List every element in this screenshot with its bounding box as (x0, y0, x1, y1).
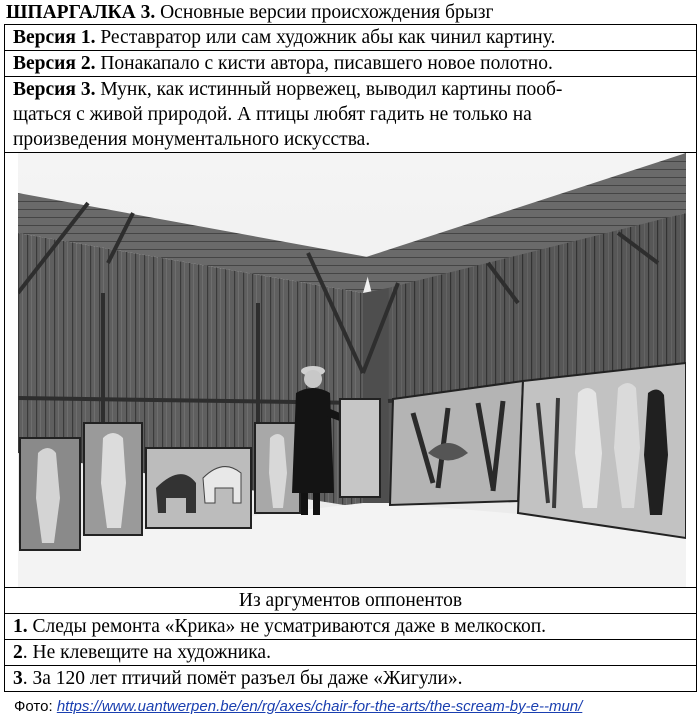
credit-label: Фото: (14, 698, 53, 715)
version-text-line2: щаться с живой природой. А птицы любят гадить не только на (13, 104, 532, 125)
sheet-title-bold: ШПАРГАЛКА 3. (6, 2, 156, 23)
argument-text: . Не клевещите на художника. (22, 642, 271, 663)
historical-photo (18, 153, 686, 587)
argument-text: . За 120 лет птичий помёт разъел бы даже «Жигули». (22, 668, 463, 689)
photo-row (5, 153, 697, 588)
version-row (5, 51, 697, 77)
opponents-heading: Из аргументов оппонентов (5, 588, 697, 614)
version-row (5, 25, 697, 51)
sheet-title-rest: Основные версии происхождения брызг (155, 2, 494, 23)
argument-number: 3 (13, 668, 23, 689)
version-row (5, 77, 697, 153)
sheet-title (6, 0, 493, 24)
argument-row (5, 640, 697, 666)
opponents-heading-row (5, 588, 697, 614)
argument-number: 2 (13, 642, 23, 663)
version-text: Мунк, как истинный норвежец, выводил картины пооб- (95, 79, 563, 100)
version-label: Версия 3. (13, 79, 96, 100)
photo-credit (4, 695, 697, 721)
credit-link[interactable]: https://www.uantwerpen.be/en/rg/axes/chair-for-the-arts/the-scream-by-e--mun/ (56, 698, 583, 715)
argument-number: 1. (13, 616, 28, 637)
argument-text: Следы ремонта «Крика» не усматриваются даже в мелкоскоп. (27, 616, 547, 637)
version-text: Понакапало с кисти автора, писавшего новое полотно. (95, 53, 553, 74)
studio-photo-illustration (18, 153, 686, 587)
version-label: Версия 1. (13, 27, 96, 48)
painting-back (340, 399, 380, 497)
version-label: Версия 2. (13, 53, 96, 74)
versions-table (4, 24, 697, 692)
version-text: Реставратор или сам художник абы как чинил картину. (95, 27, 556, 48)
argument-row (5, 666, 697, 692)
version-text-line3: произведения монументального искусства. (13, 129, 371, 150)
argument-row (5, 614, 697, 640)
